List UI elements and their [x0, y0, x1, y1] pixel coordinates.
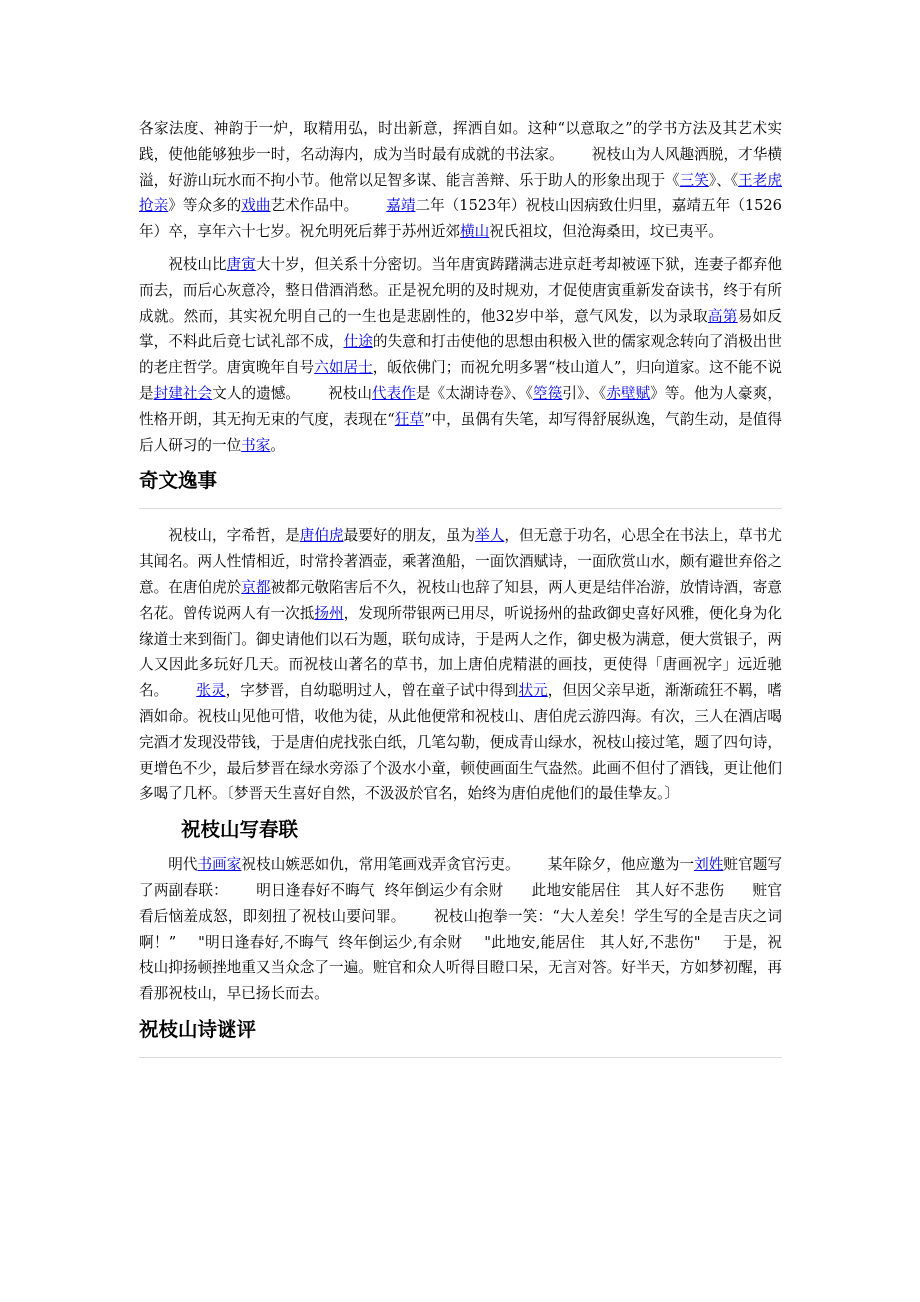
text: 最要好的朋友，虽为: [343, 527, 476, 545]
link-xiqu[interactable]: 戏曲: [241, 197, 271, 215]
link-shuhuajia[interactable]: 书画家: [197, 856, 242, 874]
text: 文人的遗憾。: [212, 384, 301, 402]
link-liuru-jushi[interactable]: 六如居士: [314, 359, 373, 377]
text: 明代: [168, 856, 198, 874]
section-divider: [139, 1057, 782, 1058]
link-shujia[interactable]: 书家: [241, 436, 271, 454]
text: 祝枝山比: [168, 255, 227, 273]
text: 祝枝山嫉恶如仇，常用笔画戏弄贪官污吏。: [241, 856, 520, 874]
text: 祝枝山: [328, 384, 372, 402]
link-konghou[interactable]: 箜篌: [533, 384, 563, 402]
link-liuxing[interactable]: 刘姓: [694, 856, 724, 874]
paragraph-spring-couplets: [139, 852, 782, 1007]
text: 某年除夕，他应邀为一: [547, 856, 695, 874]
link-chibifu[interactable]: 赤壁赋: [606, 384, 651, 402]
couplet-original-1: 明日逢春好不晦气 终年倒运少有余财: [256, 881, 504, 899]
text: 祝氏祖坟，但沧海桑田，坟已夷平。: [489, 223, 723, 241]
text: 引》、《: [562, 384, 607, 402]
link-zhuangyuan[interactable]: 状元: [518, 682, 548, 700]
text: 》等。他为人豪爽，性格开朗，其无拘无束的气度，表现在“: [139, 384, 782, 428]
section-heading-qiwen-yishi: 奇文逸事: [139, 469, 218, 493]
link-gaodi[interactable]: 高第: [707, 307, 738, 325]
link-daibiaozuo[interactable]: 代表作: [372, 384, 416, 402]
text: ，字梦晋，自幼聪明过人，曾在童子试中得到: [225, 682, 519, 700]
text: 各家法度、神韵于一炉，取精用弘，时出新意，挥洒自如。这种“以意取之”的学书方法及其艺术实践，使他能够独步一时，名动海内，成为当时最有成就的书法家。: [139, 120, 782, 163]
text: 被都元敬陷害后不久，祝枝山也辞了知县，两人更是结伴冶游，放情诗酒，寄意名花。曾传说两人有一次抵: [139, 578, 782, 622]
paragraph-anecdotes: [139, 523, 782, 807]
link-fengjian-shehui[interactable]: 封建社会: [153, 384, 213, 402]
text: 祝枝山抱拳一笑：“大人差矣！学生写的全是吉庆之词啊！”: [139, 907, 782, 951]
link-hengshan[interactable]: 横山: [460, 223, 490, 241]
text: 大十岁，但关系十分密切。当年唐寅踌躇满志进京赶考却被诬下狱，连妻子都弃他而去，而后心灰意冷，整日借酒消愁。正是祝允明的及时规劝，才促使唐寅重新发奋读书，终于有所成就。然而，其实祝允明自己的一生也是悲剧性的，他32岁中举，意气风发，以为录取: [139, 255, 782, 325]
text: 艺术作品中。: [270, 197, 359, 215]
text: 祝枝山为人风趣洒脱，才华横溢，好游山玩水而不拘小节。他常以足智多谋、能言善辩、乐于助人的形象出现于《: [139, 145, 782, 189]
text: 的失意和打击使他的思想由积极入世的儒家观念转向了消极出世的老庄哲学。唐寅晚年自号: [139, 333, 782, 377]
text: 易如反掌，不料此后竟七试礼部不成，: [139, 307, 782, 351]
text: ，皈依佛门；而祝允明多署“枝山道人”，归向道家。这不能不说是: [139, 359, 782, 402]
text: 祝枝山，字希哲，是: [168, 527, 300, 545]
link-tangyin[interactable]: 唐寅: [226, 255, 256, 273]
couplet-reread-1: "明日逢春好,不晦气 终年倒运少,有余财: [198, 933, 463, 951]
section-heading-chunlian: 祝枝山写春联: [181, 818, 299, 842]
link-shitu[interactable]: 仕途: [343, 333, 373, 351]
link-jingdu[interactable]: 京都: [241, 578, 271, 596]
text: ，但无意于功名，心思全在书法上，草书尤其闻名。两人性情相近，时常拎著酒壶，乘著渔船，一面饮酒赋诗，一面欣赏山水，颇有避世弃俗之意。在唐伯虎於: [139, 527, 782, 596]
section-heading-shimi-ping: 祝枝山诗谜评: [139, 1017, 257, 1041]
link-jiajing[interactable]: 嘉靖: [386, 197, 416, 215]
text: 赃官看后恼羞成怒，即刻扭了祝枝山要问罪。: [139, 881, 782, 925]
text: 二年（1523年）祝枝山因病致仕归里，嘉靖五年（1526年）卒，享年六十七岁。祝允明死后葬于苏州近郊: [139, 197, 782, 241]
text: 。: [270, 436, 285, 454]
link-juren[interactable]: 举人: [475, 527, 505, 545]
text: 》等众多的: [168, 197, 242, 215]
paragraph-calligraphy-achievement: [139, 116, 782, 245]
section-divider: [139, 508, 782, 509]
link-zhangling[interactable]: 张灵: [196, 682, 226, 700]
link-sanxiao[interactable]: 三笑: [679, 171, 709, 189]
link-tangbohu[interactable]: 唐伯虎: [299, 527, 344, 545]
text: ，但因父亲早逝，渐渐疏狂不羁，嗜酒如命。祝枝山见他可惜，收他为徒，从此他便常和祝枝山、唐伯虎云游四海。有次，三人在酒店喝完酒才发现没带钱，于是唐伯虎找张白纸，几笔勾勒，便成青山绿水，祝枝山接过笔，题了四句诗，更增色不少，最后梦晋在绿水旁添了个汲水小童，顿使画面生气盎然。此画不但付了酒钱，更让他们多喝了几杯。〔梦晋天生喜好自然，不汲汲於官名，始终为唐伯虎他们的最佳挚友。〕: [139, 682, 782, 803]
article-body: [139, 116, 782, 1058]
link-kuangcao[interactable]: 狂草: [394, 410, 424, 428]
text: ”中，虽偶有失笔，却写得舒展纵逸，气韵生动，是值得后人研习的一位: [139, 410, 782, 454]
couplet-reread-2: "此地安,能居住 其人好,不悲伤": [484, 933, 701, 951]
text: 于是，祝枝山抑扬顿挫地重又当众念了一遍。赃官和众人听得目瞪口呆，无言对答。好半天，方如梦初醒，再看那祝枝山，早已扬长而去。: [139, 933, 782, 1003]
couplet-original-2: 此地安能居住 其人好不悲伤: [531, 881, 725, 899]
paragraph-tang-yin-relation: [139, 252, 782, 458]
text: ，发现所带银两已用尽，听说扬州的盐政御史喜好风雅，便化身为化缘道士来到衙门。御史请他们以石为题，联句成诗，于是两人之作，御史极为满意，便大赏银子，两人又因此多玩好几天。而祝枝山著名的草书，加上唐伯虎精湛的画技，更使得「唐画祝字」远近驰名。: [139, 604, 782, 700]
text: 》、《: [708, 171, 739, 189]
text: 赃官题写了两副春联：: [139, 856, 782, 899]
text: 是《太湖诗卷》、《: [415, 384, 534, 402]
link-wanglaohu[interactable]: 王老虎抢亲: [139, 171, 782, 215]
link-yangzhou[interactable]: 扬州: [314, 604, 344, 622]
